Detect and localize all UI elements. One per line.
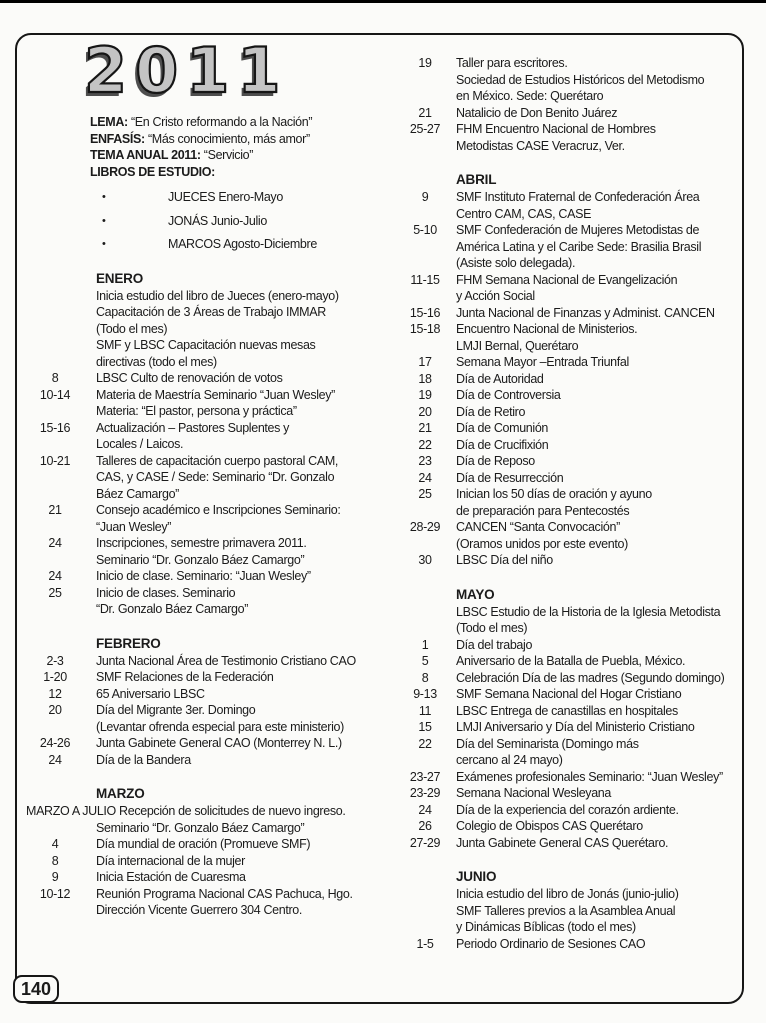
event-row xyxy=(398,886,750,903)
event-row xyxy=(398,470,750,487)
event-text-line: Día del Migrante 3er. Domingo xyxy=(96,703,256,717)
event-row xyxy=(398,189,750,222)
event-text-line: Dirección Vicente Guerrero 304 Centro. xyxy=(96,903,303,917)
event-description xyxy=(96,653,390,670)
list-item xyxy=(90,236,390,253)
event-text-line: Día de Retiro xyxy=(456,404,526,419)
event-date: 30 xyxy=(418,553,432,567)
event-text-line: cercano al 24 mayo) xyxy=(456,753,563,767)
event-date: 20 xyxy=(418,404,432,419)
event-row xyxy=(398,305,750,322)
event-text-line: Junta Nacional de Finanzas y Administ. CANCEN xyxy=(456,305,715,320)
event-text-line: Inicia estudio del libro de Jueces (enero-mayo) xyxy=(96,288,339,303)
event-date: 10-12 xyxy=(39,886,71,901)
event-date: 15-16 xyxy=(39,420,71,435)
event-text-line: Aniversario de la Batalla de Puebla, México. xyxy=(456,654,686,668)
event-text-line: Inscripciones, semestre primavera 2011. xyxy=(96,536,307,550)
event-date: 15 xyxy=(418,720,432,734)
event-text-line: (Asiste solo delegada). xyxy=(456,256,576,270)
event-row xyxy=(26,453,390,503)
event-date: 22 xyxy=(418,736,432,751)
event-date xyxy=(26,304,92,337)
event-text-line: SMF Talleres previos a la Asamblea Anual xyxy=(456,903,676,918)
event-text-line: CANCEN “Santa Convocación” xyxy=(456,520,620,534)
event-row xyxy=(26,502,390,535)
month-title: ENERO xyxy=(96,270,144,286)
event-row xyxy=(26,853,390,870)
event-date: 22 xyxy=(418,437,432,452)
event-row xyxy=(398,802,750,819)
book-title: JONÁS Junio-Julio xyxy=(168,213,267,228)
event-text-line: (Oramos unidos por este evento) xyxy=(456,536,628,551)
event-text-line: Exámenes profesionales Seminario: “Juan Wesley” xyxy=(456,769,723,784)
event-description xyxy=(96,853,390,870)
event-text-line: Talleres de capacitación cuerpo pastoral CAM, xyxy=(96,453,339,468)
event-date: 8 xyxy=(421,670,429,685)
event-text-line: SMF Semana Nacional del Hogar Cristiano xyxy=(456,687,682,701)
event-row xyxy=(398,437,750,454)
event-text-line: Día de Resurrección xyxy=(456,470,564,485)
event-description xyxy=(456,802,750,819)
event-row xyxy=(398,404,750,421)
event-row xyxy=(398,105,750,122)
event-text-line: Día de la experiencia del corazón ardiente. xyxy=(456,802,679,817)
event-row xyxy=(398,670,750,687)
event-text-line: Báez Camargo” xyxy=(96,486,179,501)
event-date: 17 xyxy=(418,355,432,369)
event-text-line: Día de Comunión xyxy=(456,421,549,435)
event-row xyxy=(398,686,750,703)
month-title: ABRIL xyxy=(456,172,497,187)
book-title: JUECES Enero-Mayo xyxy=(168,190,283,204)
event-row xyxy=(398,736,750,769)
event-row xyxy=(398,420,750,437)
event-description xyxy=(96,535,390,568)
event-text-line: Sociedad de Estudios Históricos del Metodismo xyxy=(456,72,705,87)
event-description xyxy=(456,189,750,222)
event-date: 15-16 xyxy=(409,305,441,320)
event-description xyxy=(96,585,390,618)
event-date: 27-29 xyxy=(409,835,441,850)
event-date: 19 xyxy=(418,388,432,402)
event-row xyxy=(398,903,750,936)
event-date: 1 xyxy=(421,637,429,652)
event-row xyxy=(398,818,750,835)
event-text-line: Inicio de clase. Seminario: “Juan Wesley” xyxy=(96,569,311,583)
enfasis-label: ENFASÍS: xyxy=(90,131,145,146)
event-row xyxy=(398,519,750,552)
event-date: 9-13 xyxy=(413,687,437,701)
event-row xyxy=(398,835,750,852)
event-row xyxy=(26,304,390,337)
event-description xyxy=(456,105,750,122)
event-date: 5-10 xyxy=(413,223,437,237)
event-text-line: Inicio de clases. Seminario xyxy=(96,585,236,600)
list-item xyxy=(90,189,390,206)
event-text-line: Junta Nacional Área de Testimonio Cristiano CAO xyxy=(96,653,356,668)
lema-text: “En Cristo reformando a la Nación” xyxy=(130,115,313,129)
event-row xyxy=(26,535,390,568)
event-row xyxy=(398,321,750,354)
event-text-line: Inicia Estación de Cuaresma xyxy=(96,870,246,884)
event-description xyxy=(456,686,750,703)
event-text-line: Día de Autoridad xyxy=(456,371,544,386)
left-month-sections xyxy=(26,270,390,919)
event-date: 21 xyxy=(418,421,432,435)
left-column xyxy=(26,34,390,919)
event-row xyxy=(26,752,390,769)
event-row xyxy=(26,735,390,752)
event-row xyxy=(26,653,390,670)
event-text-line: Reunión Programa Nacional CAS Pachuca, Hgo. xyxy=(96,886,353,901)
event-text-line: Día de la Bandera xyxy=(96,752,191,767)
event-description xyxy=(456,420,750,437)
event-description xyxy=(456,387,750,404)
event-description xyxy=(456,437,750,454)
event-date: 11 xyxy=(418,703,432,718)
event-text-line: MARZO A JULIO Recepción de solicitudes de nuevo ingreso. xyxy=(26,804,346,818)
event-date: 18 xyxy=(418,371,432,386)
right-month-sections xyxy=(398,55,750,952)
event-description xyxy=(456,818,750,835)
event-row xyxy=(26,568,390,585)
event-text-line: Día mundial de oración (Promueve SMF) xyxy=(96,837,311,851)
event-text-line: (Todo el mes) xyxy=(456,621,528,635)
event-row xyxy=(398,272,750,305)
event-description xyxy=(456,936,750,953)
event-row xyxy=(398,222,750,272)
event-description xyxy=(456,404,750,421)
event-text-line: (Todo el mes) xyxy=(96,321,168,336)
event-row xyxy=(26,370,390,387)
event-date: 24 xyxy=(48,752,62,767)
event-text-line: LMJI Aniversario y Día del Ministerio Cristiano xyxy=(456,720,695,734)
tema-anual-label: TEMA ANUAL 2011: xyxy=(90,148,201,162)
event-text-line: Día de Reposo xyxy=(456,454,535,468)
event-text-line: LBSC Día del niño xyxy=(456,553,553,567)
event-text-line: SMF y LBSC Capacitación nuevas mesas xyxy=(96,338,316,352)
event-date: 28-29 xyxy=(409,520,441,534)
event-text-line: 65 Aniversario LBSC xyxy=(96,686,205,701)
event-description xyxy=(96,735,390,752)
event-date: 1-5 xyxy=(416,936,434,951)
event-text-line: Locales / Laicos. xyxy=(96,437,184,451)
lema-line xyxy=(90,114,390,131)
event-text-line: CAS, y CASE / Sede: Seminario “Dr. Gonzalo xyxy=(96,470,335,484)
event-date: 24 xyxy=(48,569,62,583)
event-date: 23-27 xyxy=(409,769,441,784)
event-description xyxy=(456,637,750,654)
event-row xyxy=(398,354,750,371)
event-description xyxy=(96,752,390,769)
event-date: 19 xyxy=(418,56,432,70)
event-text-line: América Latina y el Caribe Sede: Brasilia Brasil xyxy=(456,239,702,254)
event-date: 26 xyxy=(418,819,432,833)
event-row xyxy=(398,604,750,637)
event-row xyxy=(398,453,750,470)
event-description xyxy=(456,486,750,519)
event-text-line: Seminario “Dr. Gonzalo Báez Camargo” xyxy=(96,552,305,567)
event-description xyxy=(96,836,390,853)
event-date: 24-26 xyxy=(39,736,71,750)
bullet-icon: • xyxy=(102,238,106,250)
event-text-line: “Dr. Gonzalo Báez Camargo” xyxy=(96,602,249,616)
event-date xyxy=(398,886,452,903)
event-row xyxy=(26,420,390,453)
event-row xyxy=(398,552,750,569)
month-section xyxy=(398,586,750,852)
event-description xyxy=(96,502,390,535)
event-description xyxy=(456,453,750,470)
event-text-line: SMF Confederación de Mujeres Metodistas de xyxy=(456,223,700,237)
event-date: 15-18 xyxy=(409,322,441,336)
event-description xyxy=(456,321,750,354)
month-title: MAYO xyxy=(456,586,495,602)
study-books-list xyxy=(90,189,390,253)
month-section xyxy=(398,868,750,952)
event-row xyxy=(26,702,390,735)
event-date xyxy=(398,604,452,637)
list-item xyxy=(90,213,390,230)
event-row xyxy=(26,869,390,886)
enfasis-text: “Más conocimiento, más amor” xyxy=(147,131,310,146)
event-text-line: Natalicio de Don Benito Juárez xyxy=(456,105,618,120)
event-row xyxy=(26,337,390,370)
event-date: 2-3 xyxy=(46,653,64,668)
event-description xyxy=(96,304,390,337)
event-description xyxy=(456,121,750,154)
event-description xyxy=(456,769,750,786)
event-text-line: SMF Instituto Fraternal de Confederación Área xyxy=(456,190,700,204)
event-text-line: en México. Sede: Querétaro xyxy=(456,89,604,103)
event-text-line: Junta Gabinete General CAO (Monterrey N. L.) xyxy=(96,736,342,750)
event-date: 25 xyxy=(48,585,62,600)
month-section xyxy=(398,55,750,154)
month-title: MARZO xyxy=(96,786,145,801)
event-date: 9 xyxy=(421,190,429,204)
event-description xyxy=(456,371,750,388)
event-date xyxy=(398,903,452,936)
event-row xyxy=(398,769,750,786)
event-text-line: Periodo Ordinario de Sesiones CAO xyxy=(456,936,646,951)
event-date xyxy=(26,337,92,370)
event-text-line: Día del Seminarista (Domingo más xyxy=(456,736,639,751)
event-description xyxy=(96,288,390,305)
event-row xyxy=(398,121,750,154)
event-text-line: Consejo académico e Inscripciones Seminario: xyxy=(96,503,341,517)
event-description xyxy=(456,670,750,687)
event-row xyxy=(398,936,750,953)
event-row xyxy=(398,55,750,105)
event-text-line: Día internacional de la mujer xyxy=(96,853,245,868)
event-description xyxy=(96,337,390,370)
event-row xyxy=(26,836,390,853)
event-row xyxy=(398,637,750,654)
event-text-line: Día del trabajo xyxy=(456,637,533,652)
event-text-line: directivas (todo el mes) xyxy=(96,354,217,369)
event-row xyxy=(398,703,750,720)
event-date: 20 xyxy=(48,703,62,717)
intro-block xyxy=(90,114,390,253)
event-text-line: Capacitación de 3 Áreas de Trabajo IMMAR xyxy=(96,305,326,319)
event-text-line: Materia: “El pastor, persona y práctica” xyxy=(96,404,297,418)
event-text-line: Día de Crucifixión xyxy=(456,437,549,452)
event-text-line: Seminario “Dr. Gonzalo Báez Camargo” xyxy=(96,820,305,835)
event-text-line: Encuentro Nacional de Ministerios. xyxy=(456,322,638,336)
event-description xyxy=(456,519,750,552)
event-row xyxy=(398,387,750,404)
event-date: 4 xyxy=(51,837,59,851)
event-text-line: y Dinámicas Bíblicas (todo el mes) xyxy=(456,920,636,934)
month-section xyxy=(26,270,390,618)
event-text-line: FHM Encuentro Nacional de Hombres xyxy=(456,122,656,136)
event-row xyxy=(26,288,390,305)
event-row xyxy=(26,886,390,919)
event-text-line: LBSC Estudio de la Historia de la Iglesia Metodista xyxy=(456,604,721,619)
libros-line xyxy=(90,164,390,181)
event-description xyxy=(456,653,750,670)
event-description xyxy=(456,470,750,487)
event-description xyxy=(456,354,750,371)
bullet-icon: • xyxy=(102,191,106,203)
event-row xyxy=(26,585,390,618)
event-description xyxy=(26,803,390,836)
event-date: 21 xyxy=(48,503,62,517)
event-row xyxy=(398,486,750,519)
event-description xyxy=(96,420,390,453)
event-description xyxy=(96,669,390,686)
event-description xyxy=(456,719,750,736)
event-text-line: Semana Nacional Wesleyana xyxy=(456,786,612,800)
event-text-line: “Juan Wesley” xyxy=(96,519,172,534)
event-description xyxy=(456,886,750,903)
page-number: 140 xyxy=(13,975,59,1003)
event-description xyxy=(96,869,390,886)
event-date: 10-14 xyxy=(39,387,71,402)
event-text-line: Junta Gabinete General CAS Querétaro. xyxy=(456,835,669,850)
event-row xyxy=(26,803,390,836)
event-description xyxy=(456,604,750,637)
event-text-line: (Levantar ofrenda especial para este ministerio) xyxy=(96,719,344,734)
event-row xyxy=(26,669,390,686)
event-date: 11-15 xyxy=(410,272,440,287)
event-date: 25 xyxy=(418,487,432,501)
event-description xyxy=(456,272,750,305)
event-date: 24 xyxy=(418,470,432,485)
event-date: 21 xyxy=(418,105,432,120)
event-row xyxy=(398,719,750,736)
event-text-line: y Acción Social xyxy=(456,289,535,303)
event-text-line: Metodistas CASE Veracruz, Ver. xyxy=(456,138,625,153)
event-text-line: Inicia estudio del libro de Jonás (junio-julio) xyxy=(456,887,679,901)
event-text-line: Celebración Día de las madres (Segundo domingo) xyxy=(456,670,725,685)
event-description xyxy=(456,835,750,852)
event-date: 24 xyxy=(418,802,432,817)
event-description xyxy=(456,55,750,105)
event-description xyxy=(96,568,390,585)
event-row xyxy=(398,653,750,670)
lema-label: LEMA: xyxy=(90,115,128,129)
event-date: 8 xyxy=(51,371,59,385)
event-text-line: Semana Mayor –Entrada Triunfal xyxy=(456,355,629,369)
bullet-icon: • xyxy=(102,214,106,227)
event-description xyxy=(96,702,390,735)
event-row xyxy=(26,387,390,420)
event-row xyxy=(26,686,390,703)
month-section xyxy=(398,171,750,569)
event-description xyxy=(456,305,750,322)
event-date: 23 xyxy=(418,454,432,468)
enfasis-line xyxy=(90,131,390,148)
event-text-line: LBSC Entrega de canastillas en hospitales xyxy=(456,703,678,718)
year-logo: 2011 xyxy=(84,34,289,107)
event-description xyxy=(96,686,390,703)
tema-anual-text: “Servicio” xyxy=(203,148,254,162)
event-description xyxy=(456,222,750,272)
event-date xyxy=(26,288,92,305)
event-row xyxy=(398,371,750,388)
event-date: 5 xyxy=(421,654,429,668)
event-text-line: Colegio de Obispos CAS Querétaro xyxy=(456,819,643,833)
event-text-line: FHM Semana Nacional de Evangelización xyxy=(456,272,678,287)
libros-label: LIBROS DE ESTUDIO: xyxy=(90,164,215,179)
event-description xyxy=(456,736,750,769)
event-date: 9 xyxy=(51,870,59,884)
event-text-line: Taller para escritores. xyxy=(456,56,568,70)
month-title: FEBRERO xyxy=(96,635,161,651)
event-text-line: Día de Controversia xyxy=(456,388,561,402)
event-text-line: SMF Relaciones de la Federación xyxy=(96,670,274,684)
book-title: MARCOS Agosto-Diciembre xyxy=(168,237,317,251)
event-description xyxy=(456,552,750,569)
event-text-line: Centro CAM, CAS, CASE xyxy=(456,206,592,221)
month-section xyxy=(26,635,390,769)
event-date: 10-21 xyxy=(39,453,71,468)
event-text-line: Actualización – Pastores Suplentes y xyxy=(96,420,290,435)
event-date: 12 xyxy=(48,686,62,701)
event-description xyxy=(96,387,390,420)
event-date: 25-27 xyxy=(409,122,441,136)
right-column xyxy=(398,55,750,952)
tema-anual-line xyxy=(90,147,390,164)
event-description xyxy=(96,370,390,387)
event-row xyxy=(398,785,750,802)
month-title: JUNIO xyxy=(456,869,497,884)
event-text-line: Materia de Maestría Seminario “Juan Wesley” xyxy=(96,387,335,402)
scan-edge-line xyxy=(0,0,766,3)
month-section xyxy=(26,785,390,919)
event-date: 24 xyxy=(48,536,62,550)
event-text-line: LBSC Culto de renovación de votos xyxy=(96,371,283,385)
event-text-line: LMJI Bernal, Querétaro xyxy=(456,338,579,353)
event-date: 8 xyxy=(51,853,59,868)
event-description xyxy=(456,703,750,720)
event-description xyxy=(96,886,390,919)
event-description xyxy=(96,453,390,503)
event-text-line: de preparación para Pentecostés xyxy=(456,503,630,518)
event-description xyxy=(456,903,750,936)
event-description xyxy=(456,785,750,802)
event-text-line: Inician los 50 días de oración y ayuno xyxy=(456,487,652,501)
event-date: 23-29 xyxy=(409,786,441,800)
event-date: 1-20 xyxy=(43,670,67,684)
